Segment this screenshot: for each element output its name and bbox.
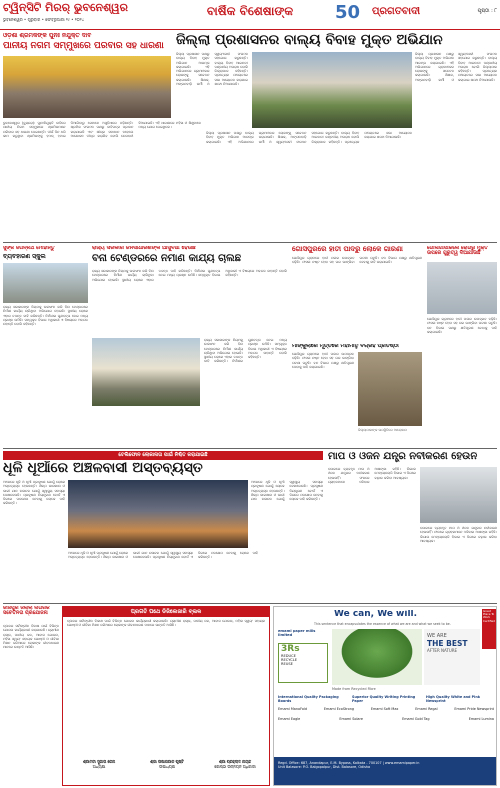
sign-3-name: ଶ୍ରୀ ପ୍ରହ୍ଲାଦ ନାୟକ (218, 759, 252, 764)
brand-name: ପ୍ରଗତିବାଦୀ (372, 7, 421, 17)
left-headline: ପାନୀୟ ନିଗମ ସମ୍ମୁଖରେ ପରିବାର ସହ ଧାରଣା (3, 42, 164, 51)
special-edition-label: ବାର୍ଷିକ ବିଶେଷାଙ୍କ (206, 5, 294, 18)
story3-subheadline: ମାଙ୍କୁଲାରେ ମୂର୍ତ୍ତିରେ ମହାମାତୃ ବିଗ୍ରହ ପ୍ରତିଷ୍ଠା (292, 344, 399, 349)
brands-row-2 (278, 717, 494, 725)
story6-body2: ବଜାରରେ ବ୍ୟବହୃତ ମାପ ଓ ଓଜନ ଯନ୍ତ୍ରର ନବୀକରଣ ହେଉନାହିଁ। ଫଳରେ ଗ୍ରାହକମାନେ ଠକିବାର ଆଶଙ୍କା ରହିଛି। ଲିଗାଲ ମେଟ୍ରୋଲୋଜି ବିଭାଗ ଏ ଦିଗରେ ଚଢ଼ାଉ କରିବା ଆବଶ୍ୟକ। (420, 526, 497, 543)
main-kicker: ଓଡ଼ିଶା ଶ୍ରମିକଙ୍କ ପୁନଃ ନିଯୁକ୍ତି ଦାବି (3, 33, 92, 39)
sign-1-role: ଅଧ୍ୟକ୍ଷା (92, 764, 106, 769)
right-column-body: ଜିଲ୍ଲା ପ୍ରଶାସନ ପକ୍ଷରୁ ବାଲ୍ୟ ବିବାହ ମୁକ୍ତ ଅଭିଯାନ ଆରମ୍ଭ କରାଯାଇଛି। ଏହି ଅଭିଯାନରେ ଗ୍ରାମାଞ୍ଚଳର ଲୋକଙ୍କୁ ସଚେତନ କରାଯାଉଛି। ଶିକ୍ଷକ, ଅଙ୍ଗନବାଡ଼ି କର୍ମୀ ଓ ସ୍ୱୟଂସେବୀ ସଂଗଠନ ସହଯୋଗ କରୁଛନ୍ତି। ବାଲ୍ୟ ବିବାହ ଆଇନତଃ ଦଣ୍ଡନୀୟ ଅପରାଧ ବୋଲି ଜିଲ୍ଲାପାଳ କହିଛନ୍ତି। ପ୍ରତ୍ୟେକ ପଞ୍ଚାୟତରେ ସଭା ଆୟୋଜନ କରାଯାଇ ଶପଥ ନିଆଯାଉଛି। (415, 52, 497, 82)
brand-9: Emami Lumina (468, 717, 494, 721)
story3-body2: ଗୋସିପୁର ଗ୍ରାମରେ ହାତୀ ପଲର ଉପଦ୍ରବ ବଢ଼ିଛି। ଫସଲ ନଷ୍ଟ ହେବା ସହ ଘର ଭାଙ୍ଗିବା ଘଟଣା ଘଟୁଛି। ବନ ବିଭାଗ ପକ୍ଷରୁ କ୍ଷତିପୂରଣ ଦେବାକୁ ଦାବି କରାଯାଇଛି। (292, 352, 354, 369)
ad-footer (274, 757, 496, 785)
made-label: Made from Recycled Fibre (332, 687, 376, 691)
idol-caption: ଜିଲ୍ଲାପାଳଙ୍କ ଉପସ୍ଥିତିରେ ଆଲୋଚନା (358, 428, 407, 432)
sign-2 (135, 759, 199, 769)
story4-headline: ଗୋଲଗାପାକଲେ ରୋଗରୁ ମୁକ୍ତି ଉପରେ ଗୁରୁତ୍ୱ ଦିଆଯାଉଛି (427, 246, 488, 257)
story7-body: ବ୍ଲକର ସର୍ବାଙ୍ଗୀନ ବିକାଶ ପାଇଁ ବିଭିନ୍ନ ଯୋଜନା କାର୍ଯ୍ୟକାରୀ କରାଯାଉଛି। ଗ୍ରାମୀଣ ରାସ୍ତା, ପାନୀୟ ଜଳ, ଆବାସ ଯୋଜନା, ମହିଳା ସ୍ୱୟଂ ସହାୟକ ଗୋଷ୍ଠୀ ଓ ଜୀବିକା ମିଶନ ଜରିଆରେ ଲୋକଙ୍କ ଜୀବନଧାରଣ ମାନରେ ଉନ୍ନତି ଆସିଛି। (3, 624, 59, 650)
r3-label: 3Rs (281, 644, 300, 654)
brand-8: Emami Gold Tag (402, 717, 430, 721)
best-line-2: THE BEST (427, 639, 468, 648)
best-line-3: AFTER NATURE (427, 648, 458, 653)
ad-subtext: This sentence that encapsulates the essence of what we are and what we seek to be. (314, 622, 451, 626)
block-ad (62, 606, 270, 786)
main-story-body: ଜିଲ୍ଲା ପ୍ରଶାସନ ପକ୍ଷରୁ ବାଲ୍ୟ ବିବାହ ମୁକ୍ତ ଅଭିଯାନ ଆରମ୍ଭ କରାଯାଇଛି। ଏହି ଅଭିଯାନରେ ଗ୍ରାମାଞ୍ଚଳର ଲୋକଙ୍କୁ ସଚେତନ କରାଯାଉଛି। ଶିକ୍ଷକ, ଅଙ୍ଗନବାଡ଼ି କର୍ମୀ ଓ ସ୍ୱୟଂସେବୀ ସଂଗଠନ ସହଯୋଗ କରୁଛନ୍ତି। ବାଲ୍ୟ ବିବାହ ଆଇନତଃ ଦଣ୍ଡନୀୟ ଅପରାଧ ବୋଲି ଜିଲ୍ଲାପାଳ କହିଛନ୍ତି। ପ୍ରତ୍ୟେକ ପଞ୍ଚାୟତରେ ସଭା ଆୟୋଜନ କରାଯାଇ ଶପଥ ନିଆଯାଉଛି। (176, 52, 248, 87)
story2-kicker: ସୁଙ୍କ ଜଗନ୍ନାଥ ମୋହାନ୍ତୁ (3, 246, 55, 251)
story6-body: ବଜାରରେ ବ୍ୟବହୃତ ମାପ ଓ ଓଜନ ଯନ୍ତ୍ରର ନବୀକରଣ ହେଉନାହିଁ। ଫଳରେ ଗ୍ରାହକମାନେ ଠକିବାର ଆଶଙ୍କା ରହିଛି। ଲିଗାଲ ମେଟ୍ରୋଲୋଜି ବିଭାଗ ଏ ଦିଗରେ ଚଢ଼ାଉ କରିବା ଆବଶ୍ୟକ। (328, 467, 416, 484)
brand-2: Emami EcoStrong (323, 707, 354, 711)
reduce-label: REDUCE (281, 654, 296, 658)
story2-kicker2: ରାଜ୍ୟ ସରକାର ଜନସାଧାରଣଙ୍କ ଆସୁବିଧା ହେଉଛି (92, 246, 196, 251)
brand-1: Emami ManoFold (278, 707, 308, 711)
protest-photo (3, 56, 171, 118)
brand-6: Emami Eagle (278, 717, 301, 721)
story2-body2: ରାଜ୍ୟ ସରକାରଙ୍କ ନିୟମକୁ ଉଲଙ୍ଘନ କରି ବିନା ଟେଣ୍ଡରରେ ନିର୍ମାଣ କାର୍ଯ୍ୟ ଚାଲିଥିବା ଅଭିଯୋଗ ହୋଇଛି। ସ୍ଥାନୀୟ ଲୋକେ ଏହାର ତଦନ୍ତ ଦାବି କରିଛନ୍ତି। ନିର୍ମାଣର ଗୁଣବତ୍ତା ନେଇ ମଧ୍ୟ ପ୍ରଶ୍ନ ଉଠିଛି। ସମ୍ପୃକ୍ତ ବିଭାଗ ଅଧିକାରୀ ଏ ବିଷୟରେ ଅବଗତ ନାହାନ୍ତି ବୋଲି କହିଛନ୍ତି। (92, 269, 287, 282)
block-ad-body: ବ୍ଲକର ସର୍ବାଙ୍ଗୀନ ବିକାଶ ପାଇଁ ବିଭିନ୍ନ ଯୋଜନା କାର୍ଯ୍ୟକାରୀ କରାଯାଉଛି। ଗ୍ରାମୀଣ ରାସ୍ତା, ପାନୀୟ ଜଳ, ଆବାସ ଯୋଜନା, ମହିଳା ସ୍ୱୟଂ ସହାୟକ ଗୋଷ୍ଠୀ ଓ ଜୀବିକା ମିଶନ ଜରିଆରେ ଲୋକଙ୍କ ଜୀବନଧାରଣ ମାନରେ ଉନ୍ନତି ଆସିଛି। (67, 619, 265, 628)
sign-1-name: ଶ୍ରୀମତୀ ସୁଜାତା ଜେନା (82, 759, 116, 764)
campaign-photo (252, 52, 412, 128)
recycle-block (278, 643, 328, 683)
sign-3-role: ଗୋଷ୍ଠୀ ଉନ୍ନୟନ ଅଧିକାରୀ (214, 764, 256, 769)
left-story-body: ଭୁବନେଶ୍ୱର (ବ୍ୟୁରୋ): ପୁନଃନିଯୁକ୍ତି ଦାବିରେ ପାନୀୟ ନିଗମ ସମ୍ମୁଖରେ ଶ୍ରମିକମାନେ ପରିବାର ସହ ଧାରଣା ଦେଇଛନ୍ତି। ଦୀର୍ଘ ଦିନ ଧରି କାମ କରୁଥିବା ଶ୍ରମିକଙ୍କୁ ହଠାତ୍ ହଟାଇ ଦିଆଯିବାରୁ ସେମାନେ ଅସୁବିଧାରେ ପଡ଼ିଛନ୍ତି। ଶ୍ରମିକ ସଂଗଠନ ପକ୍ଷରୁ ଦାବିପତ୍ର ପ୍ରଦାନ କରାଯାଇଛି ଏବଂ ଶୀଘ୍ର ସମାଧାନ ନହେଲେ ଆନ୍ଦୋଳନ ତୀବ୍ର କରାଯିବ ବୋଲି ଚେତାବନୀ ଦିଆଯାଇଛି। ଏହି ଧାରଣାରେ ମହିଳା ଓ ଶିଶୁମାନେ ମଧ୍ୟ ଯୋଗ ଦେଇଥିଲେ। (3, 121, 201, 138)
brands-row-1 (278, 707, 494, 715)
goods-photo (427, 262, 497, 314)
tree-graphic (332, 629, 422, 685)
ad-logo: emami paper mills limited (278, 629, 316, 637)
school-photo (3, 263, 88, 303)
sign-2-name: ଶ୍ରୀ ଉଷାଗରୀଳ ପୃଷ୍ଟି (150, 759, 184, 764)
story3-headline: ଗୋସିପୁରରେ ହାତୀ ପାଦରୁ ଲୋକେ ଗାରଣା (292, 246, 403, 253)
masthead (0, 0, 500, 30)
divider-3 (3, 603, 497, 604)
jubilee-logo (335, 2, 367, 26)
emami-ad (273, 606, 497, 786)
story5-body2: ଅଞ୍ଚଳରେ ଧୂଳି ଓ ଧୂଆଁ ପ୍ରଦୂଷଣ ଯୋଗୁଁ ଲୋକେ ଅସ୍ତବ୍ୟସ୍ତ ହେଉଛନ୍ତି। ଶିଳ୍ପ କାରଖାନା ଓ ଭାରୀ ଯାନ ଚଳାଚଳ ଯୋଗୁଁ ସ୍ୱାସ୍ଥ୍ୟ ସମସ୍ୟା ଦେଖାଦେଉଛି। ପ୍ରଦୂଷଣ ନିୟନ୍ତ୍ରଣ ବୋର୍ଡ ଏ ଦିଗରେ ପଦକ୍ଷେପ ନେବାକୁ ଲୋକେ ଦାବି କରିଛନ୍ତି। (68, 551, 258, 560)
story5-bar: ଟେଲିଫୋନ ଲୋକାନାତା ପାଇଁ ନିଶ୍ଚିତ କରାଯାଇଛି (3, 451, 323, 460)
cert-badge: Great Place To Work Certified (482, 609, 496, 649)
product-1: International Quality Packaging Boards (278, 695, 339, 703)
sign-2-role: ଉପାଧ୍ୟକ୍ଷ (159, 764, 175, 769)
recycle-label: RECYCLE (281, 658, 297, 662)
story6-headline: ମାପ ଓ ଓଜନ ଯନ୍ତ୍ର ନବୀକରଣ ହେଉନି (328, 452, 478, 462)
story2-headline: ବ୍ୟବହାରଣ ସ୍କୁଲ (3, 254, 46, 260)
idol-photo (358, 352, 422, 426)
ad-contact-2: Unit Balasore: P.O. Balgopalpur, Dist. Balasore, Odisha (278, 765, 371, 769)
story2-body: ରାଜ୍ୟ ସରକାରଙ୍କ ନିୟମକୁ ଉଲଙ୍ଘନ କରି ବିନା ଟେଣ୍ଡରରେ ନିର୍ମାଣ କାର୍ଯ୍ୟ ଚାଲିଥିବା ଅଭିଯୋଗ ହୋଇଛି। ସ୍ଥାନୀୟ ଲୋକେ ଏହାର ତଦନ୍ତ ଦାବି କରିଛନ୍ତି। ନିର୍ମାଣର ଗୁଣବତ୍ତା ନେଇ ମଧ୍ୟ ପ୍ରଶ୍ନ ଉଠିଛି। ସମ୍ପୃକ୍ତ ବିଭାଗ ଅଧିକାରୀ ଏ ବିଷୟରେ ଅବଗତ ନାହାନ୍ତି ବୋଲି କହିଛନ୍ତି। (3, 305, 88, 327)
story5-body3: ଅଞ୍ଚଳରେ ଧୂଳି ଓ ଧୂଆଁ ପ୍ରଦୂଷଣ ଯୋଗୁଁ ଲୋକେ ଅସ୍ତବ୍ୟସ୍ତ ହେଉଛନ୍ତି। ଶିଳ୍ପ କାରଖାନା ଓ ଭାରୀ ଯାନ ଚଳାଚଳ ଯୋଗୁଁ ସ୍ୱାସ୍ଥ୍ୟ ସମସ୍ୟା ଦେଖାଦେଉଛି। ପ୍ରଦୂଷଣ ନିୟନ୍ତ୍ରଣ ବୋର୍ଡ ଏ ଦିଗରେ ପଦକ୍ଷେପ ନେବାକୁ ଲୋକେ ଦାବି କରିଛନ୍ତି। (251, 480, 323, 502)
brand-7: Emami Solare (339, 717, 363, 721)
brand-5: Emami Pride Newsprint (454, 707, 494, 711)
story7-headline: ଜାଜପୁର ଜିଲ୍ଲା ନାଗରିକ ସଚେତନତା ପ୍ରଯୋଜନା (3, 606, 50, 617)
masthead-subline: ଭୁବନେଶ୍ୱର • ଗୁରୁବାର • ଫେବ୍ରୁଆରୀ ୨୯ • ୨୦୨୪ (3, 17, 85, 22)
best-panel (424, 629, 480, 685)
divider-2 (3, 448, 497, 449)
brand-4: Emami Regal (415, 707, 438, 711)
story2-body3: ରାଜ୍ୟ ସରକାରଙ୍କ ନିୟମକୁ ଉଲଙ୍ଘନ କରି ବିନା ଟେଣ୍ଡରରେ ନିର୍ମାଣ କାର୍ଯ୍ୟ ଚାଲିଥିବା ଅଭିଯୋଗ ହୋଇଛି। ସ୍ଥାନୀୟ ଲୋକେ ଏହାର ତଦନ୍ତ ଦାବି କରିଛନ୍ତି। ନିର୍ମାଣର ଗୁଣବତ୍ତା ନେଇ ମଧ୍ୟ ପ୍ରଶ୍ନ ଉଠିଛି। ସମ୍ପୃକ୍ତ ବିଭାଗ ଅଧିକାରୀ ଏ ବିଷୟରେ ଅବଗତ ନାହାନ୍ତି ବୋଲି କହିଛନ୍ତି। (204, 338, 287, 364)
story4-body: ଗୋସିପୁର ଗ୍ରାମରେ ହାତୀ ପଲର ଉପଦ୍ରବ ବଢ଼ିଛି। ଫସଲ ନଷ୍ଟ ହେବା ସହ ଘର ଭାଙ୍ଗିବା ଘଟଣା ଘଟୁଛି। ବନ ବିଭାଗ ପକ୍ଷରୁ କ୍ଷତିପୂରଣ ଦେବାକୁ ଦାବି କରାଯାଇଛି। (427, 317, 497, 334)
product-3: High Quality White and Pink Newsprint (426, 695, 480, 703)
page-number: ପୃଷ୍ଠା : ୮ (477, 8, 497, 14)
jubilee-number: 50 (335, 2, 361, 23)
story5-headline: ଧୂଳି ଧୂଆଁରେ ଅଞ୍ଚଳବାସୀ ଅସ୍ତବ୍ୟସ୍ତ (3, 461, 203, 476)
masthead-title: ଟ୍ୱିନ୍‌ସିଟି ମିରର୍‌ ଭୁବନେଶ୍ୱର (3, 2, 128, 14)
story3-body: ଗୋସିପୁର ଗ୍ରାମରେ ହାତୀ ପଲର ଉପଦ୍ରବ ବଢ଼ିଛି। ଫସଲ ନଷ୍ଟ ହେବା ସହ ଘର ଭାଙ୍ଗିବା ଘଟଣା ଘଟୁଛି। ବନ ବିଭାଗ ପକ୍ଷରୁ କ୍ଷତିପୂରଣ ଦେବାକୁ ଦାବି କରାଯାଇଛି। (292, 256, 422, 265)
story2-headline2: ବିନା ଟେଣ୍ଡରରେ ନିର୍ମାଣ କାର୍ଯ୍ୟ ଚାଲିଛି (92, 254, 242, 264)
block-ad-bar: ପ୍ରଗତି ପଥେ ଡିଜିଲେଜାରି ବ୍ଲକ (63, 607, 269, 617)
building-photo (92, 338, 200, 406)
reuse-label: REUSE (281, 662, 293, 666)
divider (3, 242, 497, 243)
story5-body: ଅଞ୍ଚଳରେ ଧୂଳି ଓ ଧୂଆଁ ପ୍ରଦୂଷଣ ଯୋଗୁଁ ଲୋକେ ଅସ୍ତବ୍ୟସ୍ତ ହେଉଛନ୍ତି। ଶିଳ୍ପ କାରଖାନା ଓ ଭାରୀ ଯାନ ଚଳାଚଳ ଯୋଗୁଁ ସ୍ୱାସ୍ଥ୍ୟ ସମସ୍ୟା ଦେଖାଦେଉଛି। ପ୍ରଦୂଷଣ ନିୟନ୍ତ୍ରଣ ବୋର୍ଡ ଏ ଦିଗରେ ପଦକ୍ଷେପ ନେବାକୁ ଲୋକେ ଦାବି କରିଛନ୍ତି। (3, 480, 65, 506)
weighing-machine-photo (420, 467, 497, 523)
best-line-1: WE ARE (427, 633, 447, 639)
ad-contact: Regd. Office: 687, Anandapur, E.M. Bypass, Kolkata - 700107 | www.emamipaper.in (278, 761, 420, 765)
main-story-continued: ଜିଲ୍ଲା ପ୍ରଶାସନ ପକ୍ଷରୁ ବାଲ୍ୟ ବିବାହ ମୁକ୍ତ ଅଭିଯାନ ଆରମ୍ଭ କରାଯାଇଛି। ଏହି ଅଭିଯାନରେ ଗ୍ରାମାଞ୍ଚଳର ଲୋକଙ୍କୁ ସଚେତନ କରାଯାଉଛି। ଶିକ୍ଷକ, ଅଙ୍ଗନବାଡ଼ି କର୍ମୀ ଓ ସ୍ୱୟଂସେବୀ ସଂଗଠନ ସହଯୋଗ କରୁଛନ୍ତି। ବାଲ୍ୟ ବିବାହ ଆଇନତଃ ଦଣ୍ଡନୀୟ ଅପରାଧ ବୋଲି ଜିଲ୍ଲାପାଳ କହିଛନ୍ତି। ପ୍ରତ୍ୟେକ ପଞ୍ଚାୟତରେ ସଭା ଆୟୋଜନ କରାଯାଇ ଶପଥ ନିଆଯାଉଛି। (206, 131, 412, 144)
pollution-photo (68, 480, 248, 548)
brand-3: Emami Soft Max (370, 707, 399, 711)
sign-3 (203, 759, 267, 769)
main-headline: ଜିଲ୍ଲା ପ୍ରଶାସନର ବାଲ୍ୟ ବିବାହ ମୁକ୍ତ ଅଭିଯାନ (176, 33, 443, 48)
product-2: Superior Quality Writing Printing Paper (352, 695, 416, 703)
sign-1 (67, 759, 131, 769)
ad-slogan: We can, We will. (334, 610, 418, 619)
